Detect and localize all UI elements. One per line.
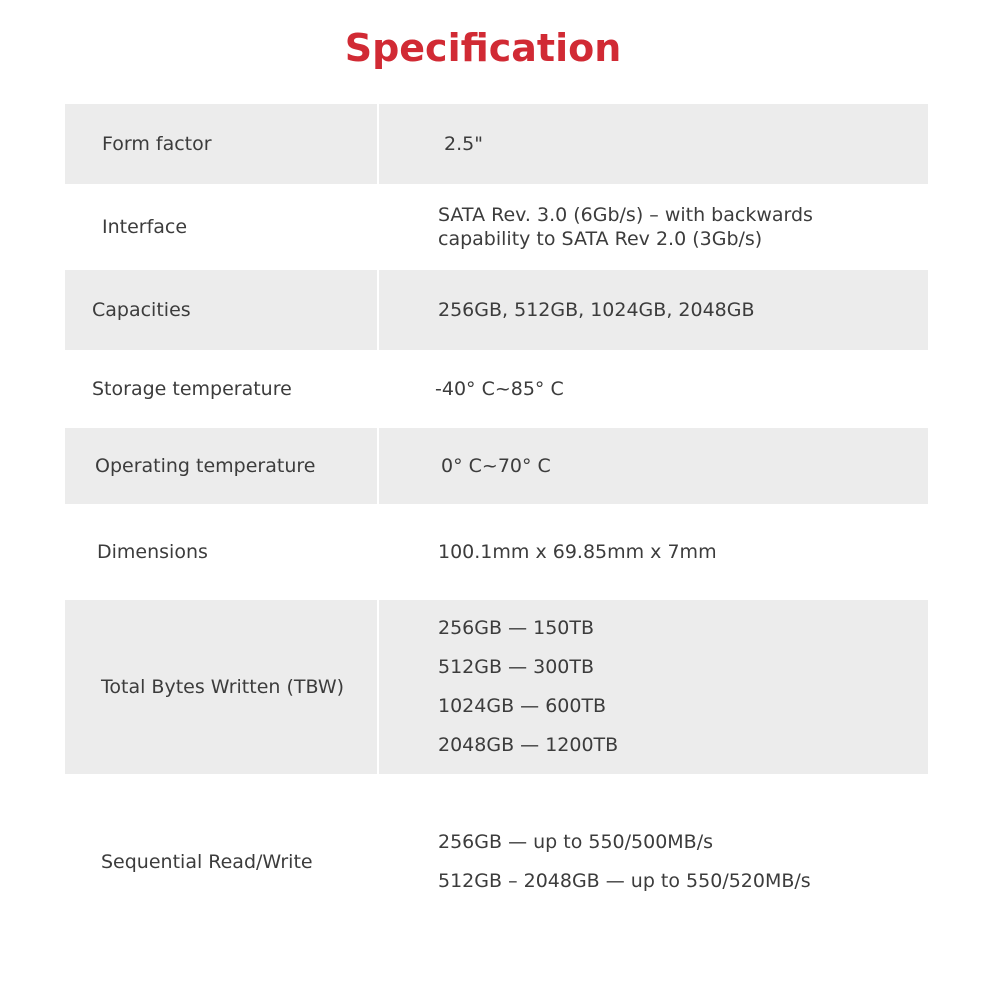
spec-value-line: 256GB — up to 550/500MB/s xyxy=(438,831,714,853)
spec-value-cell xyxy=(379,506,928,598)
spec-value: -40° C~85° C xyxy=(435,378,564,400)
spec-row-operating-temperature xyxy=(65,428,928,504)
spec-label: Interface xyxy=(102,216,188,238)
spec-label: Total Bytes Written (TBW) xyxy=(101,676,345,698)
spec-value-cell xyxy=(379,428,928,504)
spec-row-dimensions xyxy=(65,506,928,598)
spec-value-line: 512GB — 300TB xyxy=(438,656,595,678)
spec-label: Operating temperature xyxy=(95,455,316,477)
spec-value-line: SATA Rev. 3.0 (6Gb/s) – with backwards xyxy=(438,204,813,226)
spec-value-cell xyxy=(379,776,928,948)
spec-row-storage-temperature xyxy=(65,352,928,426)
spec-label-cell xyxy=(65,352,377,426)
spec-value: 100.1mm x 69.85mm x 7mm xyxy=(438,541,717,563)
spec-value-cell xyxy=(379,352,928,426)
spec-row-capacities xyxy=(65,270,928,350)
spec-row-form-factor xyxy=(65,104,928,184)
spec-value-cell xyxy=(379,186,928,268)
spec-label: Dimensions xyxy=(97,541,208,563)
spec-value-cell xyxy=(379,600,928,774)
spec-row-sequential-read-write xyxy=(65,776,928,948)
spec-label-cell xyxy=(65,776,377,948)
spec-value-line: 256GB — 150TB xyxy=(438,617,595,639)
spec-label-cell xyxy=(65,186,377,268)
spec-label-cell xyxy=(65,428,377,504)
spec-row-interface xyxy=(65,186,928,268)
spec-label-cell xyxy=(65,506,377,598)
spec-label-cell xyxy=(65,600,377,774)
spec-value-cell xyxy=(379,270,928,350)
spec-value-line: 1024GB — 600TB xyxy=(438,695,607,717)
spec-label: Capacities xyxy=(92,299,191,321)
spec-label: Storage temperature xyxy=(92,378,292,400)
spec-label-cell xyxy=(65,104,377,184)
spec-row-tbw xyxy=(65,600,928,774)
spec-value: 256GB, 512GB, 1024GB, 2048GB xyxy=(438,299,755,321)
spec-label-cell xyxy=(65,270,377,350)
spec-value: 0° C~70° C xyxy=(441,455,551,477)
spec-label: Sequential Read/Write xyxy=(101,851,313,873)
spec-label: Form factor xyxy=(102,133,212,155)
spec-value-line: 2048GB — 1200TB xyxy=(438,734,619,756)
spec-value-line: 512GB – 2048GB — up to 550/520MB/s xyxy=(438,870,811,892)
spec-value-line: capability to SATA Rev 2.0 (3Gb/s) xyxy=(438,228,763,250)
spec-value: 2.5" xyxy=(444,133,483,155)
page-title: Specification xyxy=(344,26,622,70)
spec-value-cell xyxy=(379,104,928,184)
